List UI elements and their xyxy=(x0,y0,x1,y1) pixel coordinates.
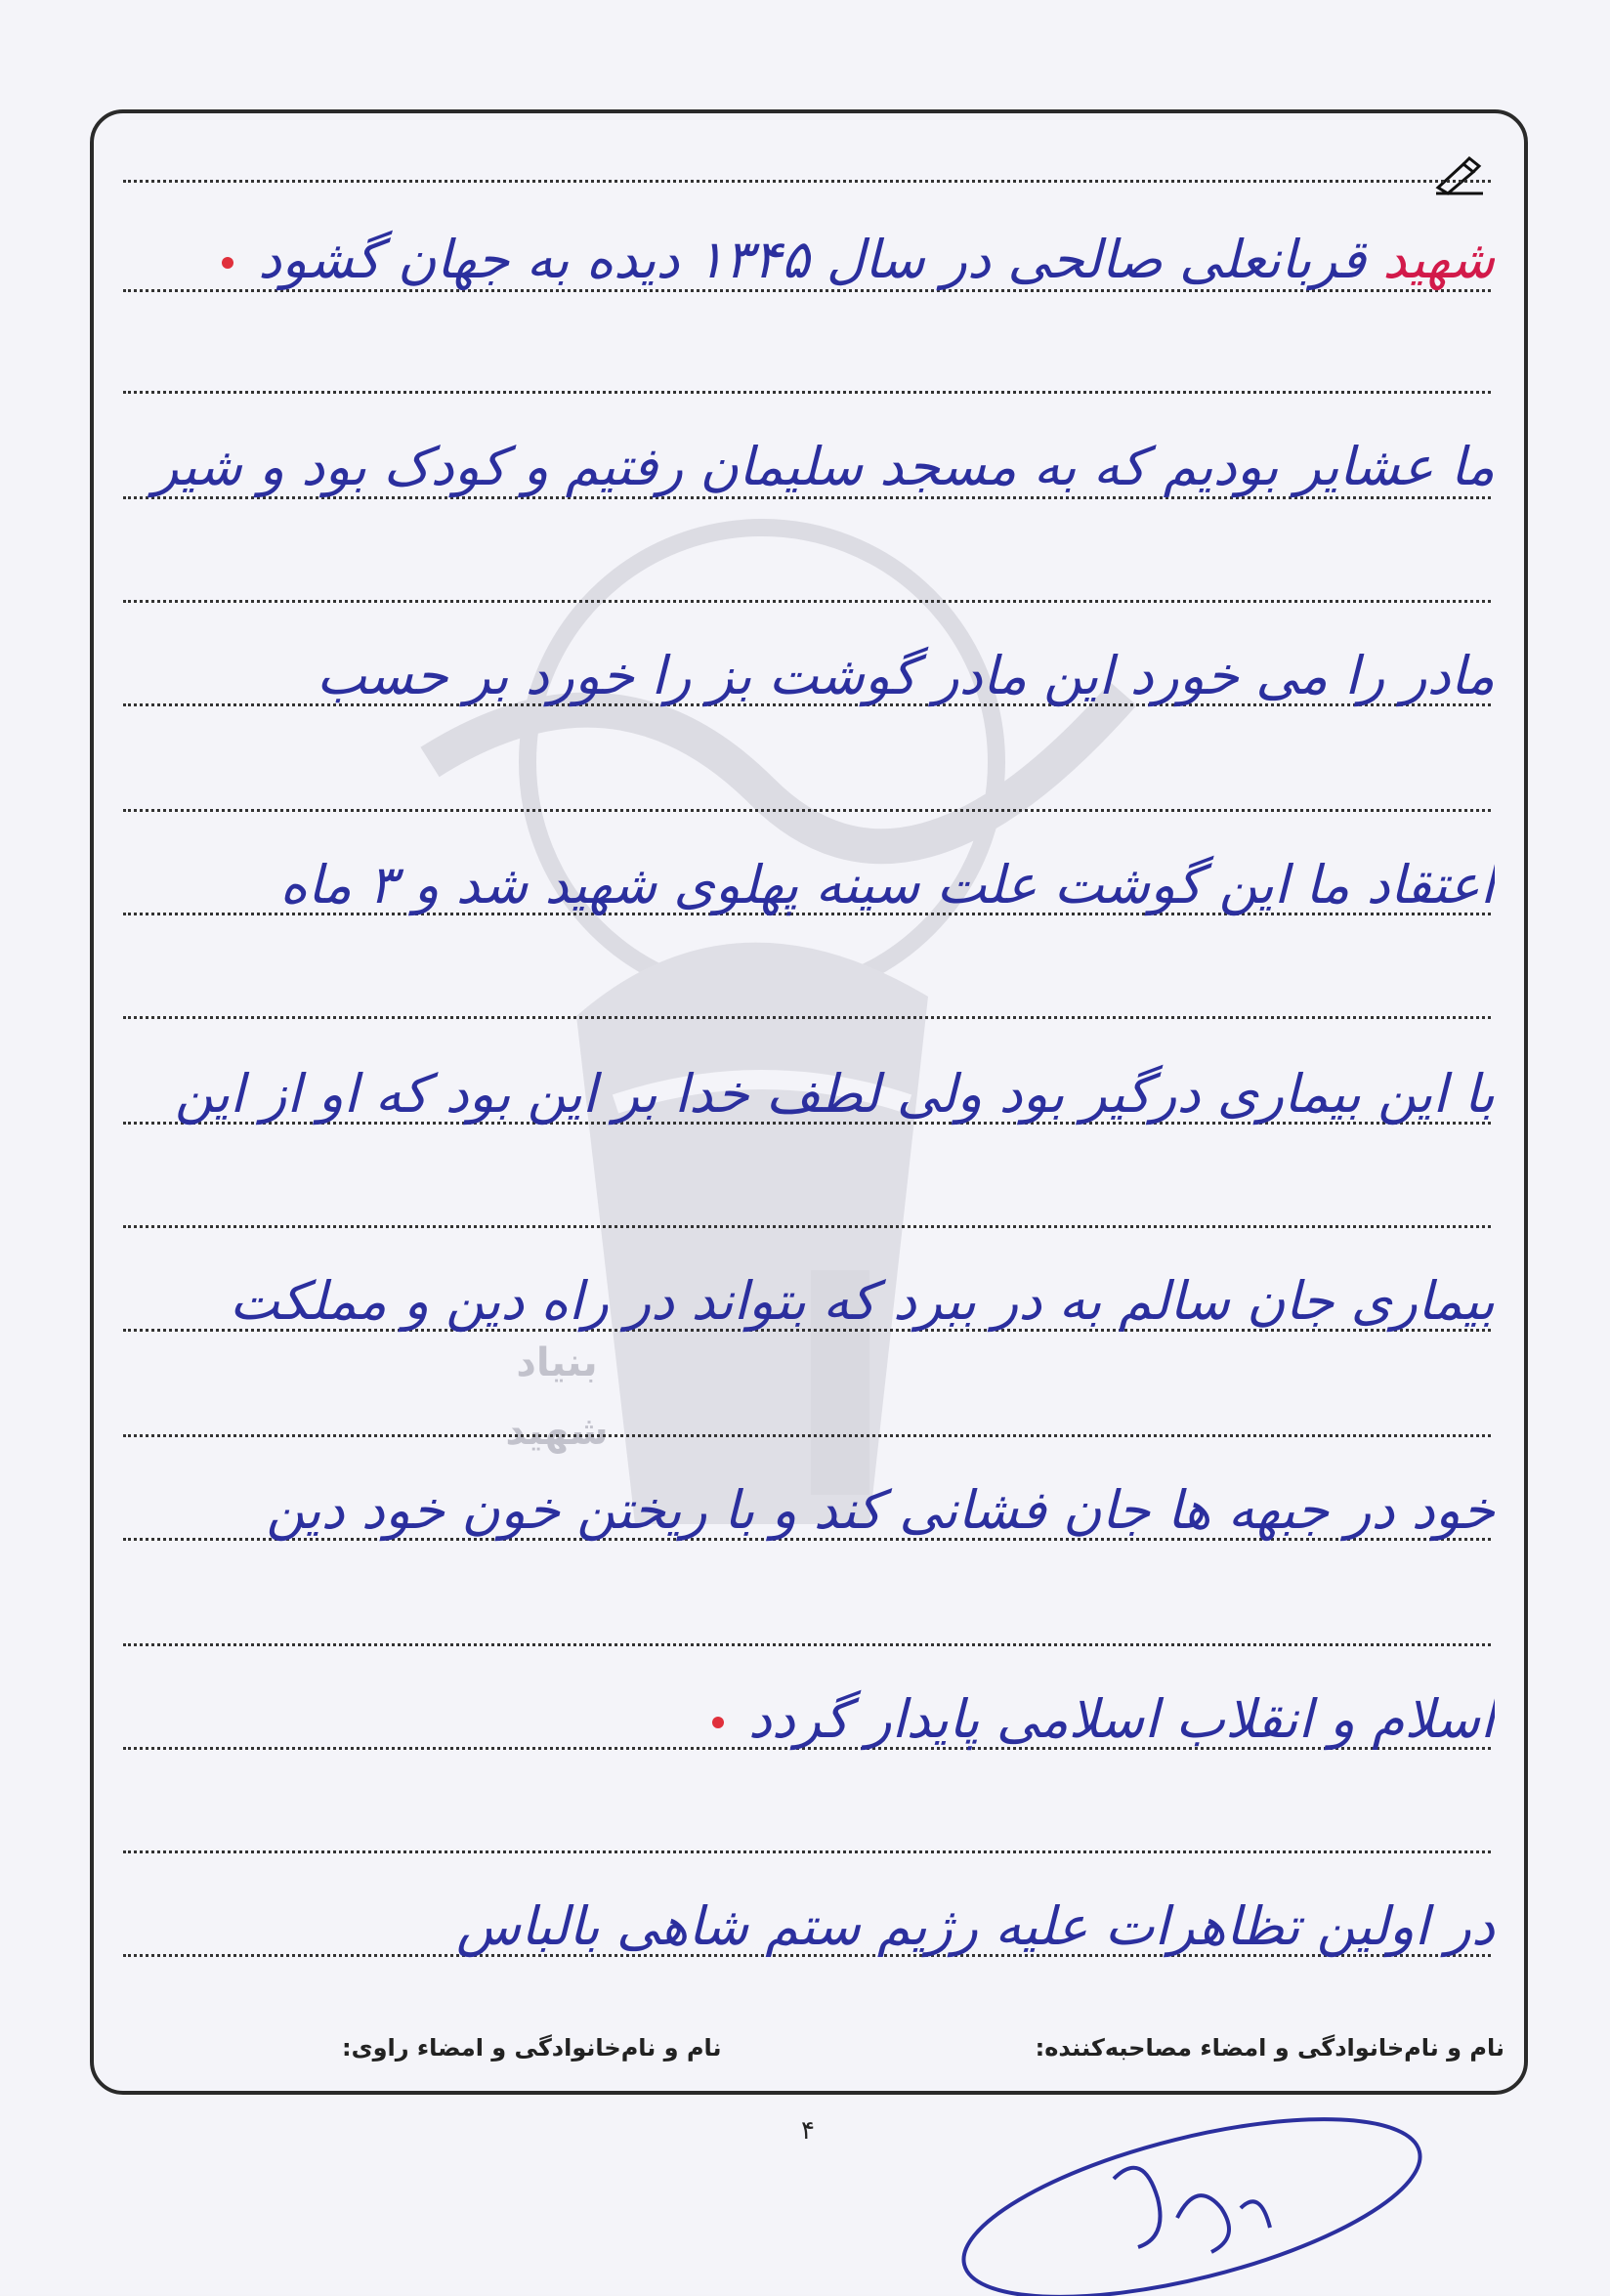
red-dot-mark xyxy=(222,257,233,269)
handwritten-line-4 xyxy=(117,846,1495,924)
line-text: مادر را می خورد این مادر گوشت بز را خورد بر حسب xyxy=(317,645,1495,706)
dotted-rule xyxy=(123,1643,1491,1646)
dotted-rule xyxy=(123,1850,1491,1853)
line-text: بیماری جان سالم به در ببرد که بتواند در راه دین و مملکت xyxy=(229,1270,1495,1332)
dotted-rule xyxy=(123,1225,1491,1228)
handwritten-line-2 xyxy=(117,428,1495,506)
handwritten-line-6 xyxy=(117,1262,1495,1340)
pen-writing-icon xyxy=(1434,154,1485,195)
line-text: قربانعلی صالحی در سال ۱۳۴۵ دیده به جهان گشود xyxy=(258,229,1367,290)
narrator-signature-label: نام و نام‌خانوادگی و امضاء راوی: xyxy=(342,2034,722,2062)
handwritten-line-8 xyxy=(117,1680,1495,1759)
handwritten-line-9 xyxy=(117,1888,1495,1966)
handwritten-line-3 xyxy=(117,637,1495,715)
line-text: با این بیماری درگیر بود ولی لطف خدا بر این بود که او از این xyxy=(175,1063,1495,1125)
dotted-rule xyxy=(123,809,1491,812)
handwritten-line-7 xyxy=(117,1471,1495,1550)
interviewer-signature-label: نام و نام‌خانوادگی و امضاء مصاحبه‌کننده: xyxy=(1035,2034,1504,2062)
line-text: اعتقاد ما این گوشت علت سینه پهلوی شهید شد و ۳ ماه xyxy=(279,854,1495,915)
dotted-rule xyxy=(123,1434,1491,1437)
handwritten-signature xyxy=(948,2091,1456,2296)
dotted-rule xyxy=(123,180,1491,183)
dotted-rule xyxy=(123,391,1491,394)
red-dot-mark xyxy=(712,1717,724,1728)
dotted-rule xyxy=(123,600,1491,603)
page-number: ۴ xyxy=(801,2116,815,2146)
line-text: اسلام و انقلاب اسلامی پایدار گردد xyxy=(747,1688,1495,1750)
watermark-text: بنیاد شهید xyxy=(505,1340,609,1454)
handwritten-line-5 xyxy=(117,1055,1495,1133)
line-text: ما عشایر بودیم که به مسجد سلیمان رفتیم و کودک بود و شیر xyxy=(152,436,1495,497)
signature-footer xyxy=(107,2034,1504,2073)
line-text: در اولین تظاهرات علیه رژیم ستم شاهی بالباس xyxy=(456,1895,1495,1957)
line-text: خود در جبهه ها جان فشانی کند و با ریختن خون خود دین xyxy=(266,1479,1495,1541)
handwritten-line-1 xyxy=(117,221,1495,299)
highlighted-word: شهید xyxy=(1382,229,1495,290)
dotted-rule xyxy=(123,1016,1491,1019)
